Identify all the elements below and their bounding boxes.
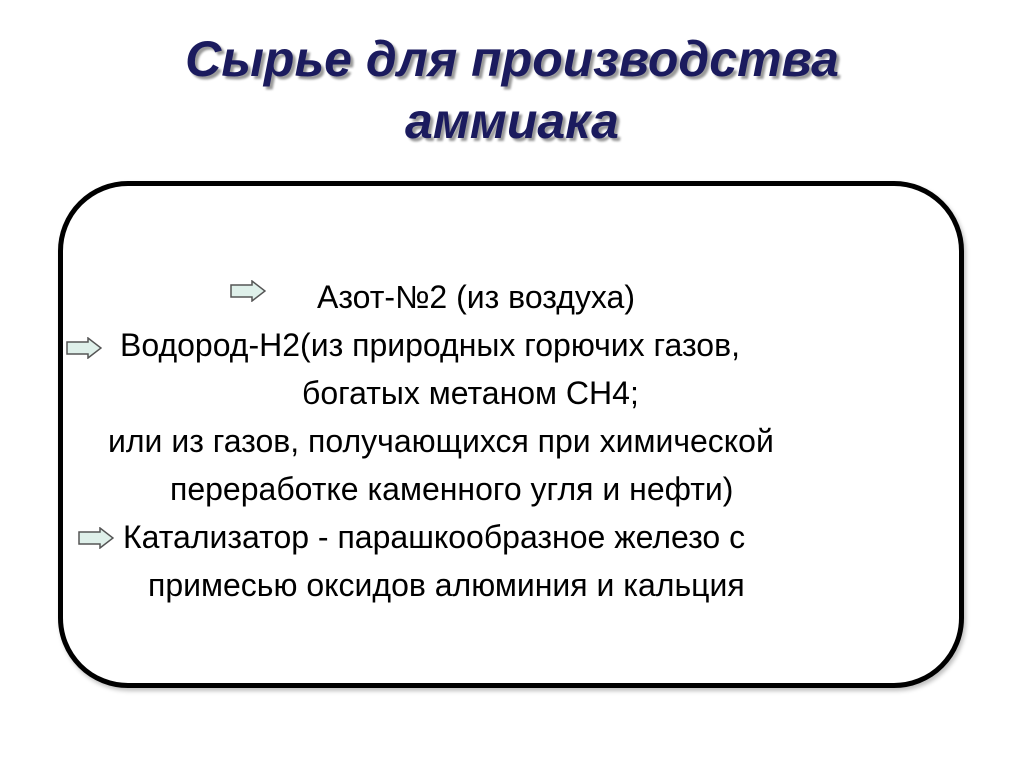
arrow-right-icon [230, 280, 266, 302]
item-hydrogen-cont-3: переработке каменного угля и нефти) [170, 471, 734, 507]
item-catalyst-cont: примесью оксидов алюминия и кальция [148, 567, 745, 603]
slide-title [0, 28, 1024, 152]
item-hydrogen-cont-1: богатых метаном СН4; [302, 375, 639, 411]
item-hydrogen: Водород-Н2(из природных горючих газов, [120, 327, 740, 363]
item-nitrogen: Азот-№2 (из воздуха) [317, 279, 635, 315]
title-line-1: Сырье для производства [185, 31, 839, 87]
item-catalyst: Катализатор - парашкообразное железо с [123, 519, 746, 555]
title-line-2: аммиака [405, 93, 619, 149]
arrow-right-icon [78, 527, 114, 549]
arrow-right-icon [66, 337, 102, 359]
item-hydrogen-cont-2: или из газов, получающихся при химической [108, 423, 774, 459]
